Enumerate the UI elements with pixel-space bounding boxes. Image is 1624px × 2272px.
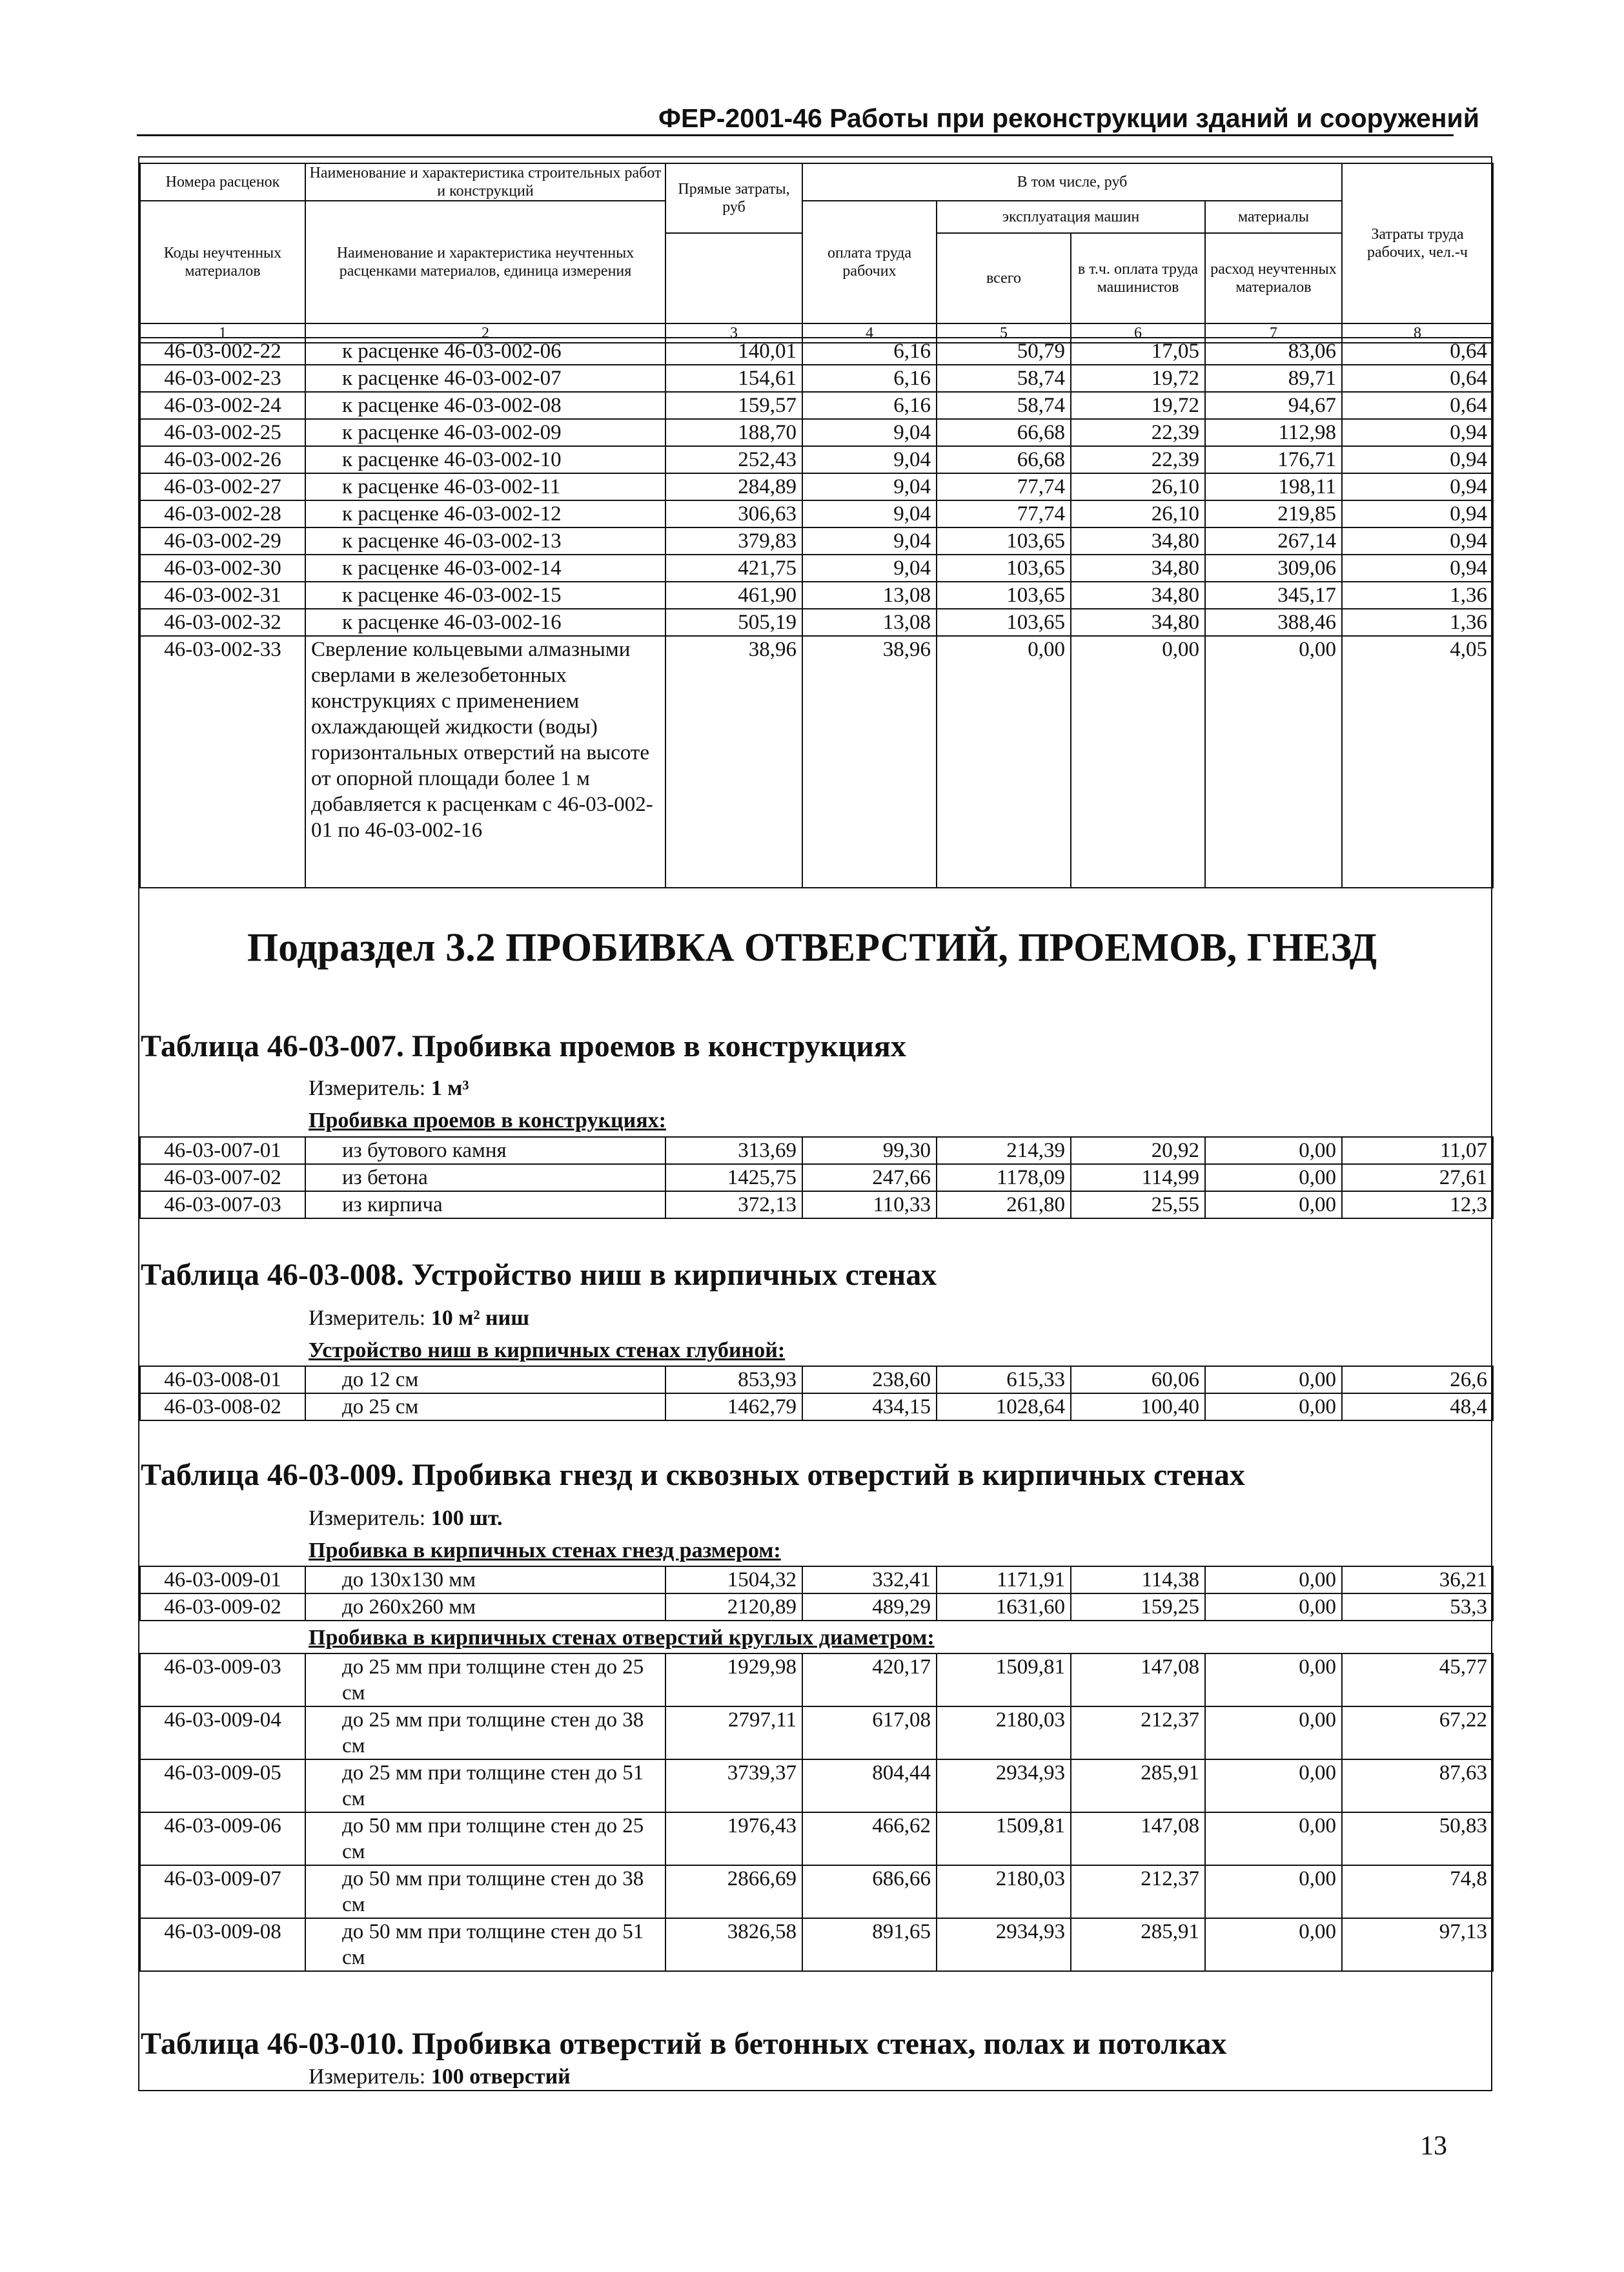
machine-cost-cell: 103,65 — [937, 582, 1071, 609]
work-name-cell: из кирпича — [305, 1191, 665, 1218]
direct-cost-cell: 252,43 — [665, 446, 802, 473]
work-name-cell: из бетона — [305, 1164, 665, 1191]
col-number: 4 — [802, 323, 937, 343]
operator-cost-cell: 20,92 — [1071, 1137, 1205, 1164]
operator-cost-cell: 22,39 — [1071, 419, 1205, 446]
machine-cost-cell: 2180,03 — [937, 1865, 1071, 1918]
direct-cost-cell: 284,89 — [665, 473, 802, 500]
materials-cost-cell: 0,00 — [1205, 1191, 1342, 1218]
materials-cost-cell: 0,00 — [1205, 1812, 1342, 1865]
machine-cost-cell: 103,65 — [937, 555, 1071, 582]
labor-hours-cell: 36,21 — [1342, 1566, 1493, 1593]
materials-cost-cell: 0,00 — [1205, 1566, 1342, 1593]
col2-top-header: Наименование и характеристика строительных работ и конструкций — [305, 163, 665, 201]
work-name-cell: до 25 см — [305, 1393, 665, 1420]
direct-cost-cell: 159,57 — [665, 392, 802, 419]
materials-cost-cell: 0,00 — [1205, 1593, 1342, 1621]
rate-code-cell: 46-03-009-08 — [140, 1918, 305, 1971]
measure-label: Измеритель: — [309, 2065, 426, 2089]
work-name-cell: к расценке 46-03-002-15 — [305, 582, 665, 609]
machine-cost-cell: 1631,60 — [937, 1593, 1071, 1621]
machine-cost-cell: 2934,93 — [937, 1759, 1071, 1812]
labor-cost-cell: 9,04 — [802, 527, 937, 555]
rate-code-cell: 46-03-002-33 — [140, 636, 305, 888]
machine-cost-cell: 1509,81 — [937, 1812, 1071, 1865]
work-name-cell: до 50 мм при толщине стен до 51 см — [305, 1918, 665, 1971]
table-009-title: Таблица 46-03-009. Пробивка гнезд и сквозных отверстий в кирпичных стенах — [141, 1458, 1245, 1492]
operator-cost-cell: 26,10 — [1071, 500, 1205, 527]
labor-cost-cell: 686,66 — [802, 1865, 937, 1918]
table-row — [140, 609, 1493, 636]
labor-hours-cell: 1,36 — [1342, 609, 1493, 636]
labor-cost-cell: 9,04 — [802, 419, 937, 446]
rate-code-cell: 46-03-002-23 — [140, 365, 305, 392]
machine-cost-cell: 1171,91 — [937, 1566, 1071, 1593]
operator-cost-cell: 212,37 — [1071, 1865, 1205, 1918]
materials-cost-cell: 83,06 — [1205, 338, 1342, 365]
subsection-heading: Подраздел 3.2 ПРОБИВКА ОТВЕРСТИЙ, ПРОЕМОВ, ГНЕЗД — [247, 926, 1377, 970]
col-number: 3 — [665, 323, 802, 343]
labor-hours-cell: 50,83 — [1342, 1812, 1493, 1865]
col7-header: расход неучтенных материалов — [1205, 233, 1342, 323]
machine-cost-cell: 1509,81 — [937, 1653, 1071, 1706]
materials-cost-cell: 267,14 — [1205, 527, 1342, 555]
materials-cost-cell: 0,00 — [1205, 1759, 1342, 1812]
machine-cost-cell: 50,79 — [937, 338, 1071, 365]
operator-cost-cell: 0,00 — [1071, 636, 1205, 888]
work-name-cell: к расценке 46-03-002-11 — [305, 473, 665, 500]
labor-cost-cell: 13,08 — [802, 609, 937, 636]
rate-code-cell: 46-03-009-06 — [140, 1812, 305, 1865]
operator-cost-cell: 159,25 — [1071, 1593, 1205, 1621]
table-row — [140, 1706, 1493, 1759]
rates-table-009-part1 — [139, 1566, 1494, 1621]
labor-hours-cell: 45,77 — [1342, 1653, 1493, 1706]
measure-value: 10 м² ниш — [431, 1306, 529, 1330]
table-row — [140, 555, 1493, 582]
labor-cost-cell: 332,41 — [802, 1566, 937, 1593]
table-row — [140, 419, 1493, 446]
materials-cost-cell: 94,67 — [1205, 392, 1342, 419]
labor-cost-cell: 804,44 — [802, 1759, 937, 1812]
direct-cost-cell: 38,96 — [665, 636, 802, 888]
col4-header: оплата труда рабочих — [802, 201, 937, 323]
column-header-table — [139, 163, 1494, 343]
measure-value: 100 отверстий — [431, 2065, 571, 2089]
labor-cost-cell: 9,04 — [802, 446, 937, 473]
rate-code-cell: 46-03-007-01 — [140, 1137, 305, 1164]
rates-table-007 — [139, 1136, 1494, 1219]
page-number: 13 — [1420, 2131, 1447, 2161]
direct-cost-cell: 853,93 — [665, 1366, 802, 1393]
materials-cost-cell: 345,17 — [1205, 582, 1342, 609]
labor-cost-cell: 247,66 — [802, 1164, 937, 1191]
work-name-cell: до 12 см — [305, 1366, 665, 1393]
table-row — [140, 1164, 1493, 1191]
col-number: 7 — [1205, 323, 1342, 343]
materials-cost-cell: 198,11 — [1205, 473, 1342, 500]
labor-hours-cell: 11,07 — [1342, 1137, 1493, 1164]
direct-cost-cell: 3739,37 — [665, 1759, 802, 1812]
materials-cost-cell: 0,00 — [1205, 1164, 1342, 1191]
table-010-title: Таблица 46-03-010. Пробивка отверстий в бетонных стенах, полах и потолках — [141, 2027, 1227, 2061]
labor-cost-cell: 617,08 — [802, 1706, 937, 1759]
operator-cost-cell: 285,91 — [1071, 1759, 1205, 1812]
operator-cost-cell: 17,05 — [1071, 338, 1205, 365]
work-name-cell: к расценке 46-03-002-16 — [305, 609, 665, 636]
materials-cost-cell: 0,00 — [1205, 1366, 1342, 1393]
materials-cost-cell: 0,00 — [1205, 1706, 1342, 1759]
col-number: 8 — [1342, 323, 1493, 343]
rate-code-cell: 46-03-007-03 — [140, 1191, 305, 1218]
col1-bottom-header: Коды неучтенных материалов — [140, 201, 305, 323]
labor-hours-cell: 26,6 — [1342, 1366, 1493, 1393]
materials-cost-cell: 0,00 — [1205, 1653, 1342, 1706]
col5-header: всего — [937, 233, 1071, 323]
table-row — [140, 1918, 1493, 1971]
rate-code-cell: 46-03-002-31 — [140, 582, 305, 609]
work-name-cell: к расценке 46-03-002-06 — [305, 338, 665, 365]
work-name-cell: до 260х260 мм — [305, 1593, 665, 1621]
table-row — [140, 1366, 1493, 1393]
table-008-title: Таблица 46-03-008. Устройство ниш в кирпичных стенах — [141, 1258, 937, 1292]
work-name-cell: к расценке 46-03-002-13 — [305, 527, 665, 555]
labor-hours-cell: 97,13 — [1342, 1918, 1493, 1971]
col-number: 2 — [305, 323, 665, 343]
labor-hours-cell: 1,36 — [1342, 582, 1493, 609]
rate-code-cell: 46-03-002-24 — [140, 392, 305, 419]
table-row — [140, 1566, 1493, 1593]
work-name-cell: до 25 мм при толщине стен до 38 см — [305, 1706, 665, 1759]
operator-cost-cell: 19,72 — [1071, 392, 1205, 419]
materials-cost-cell: 309,06 — [1205, 555, 1342, 582]
work-name-cell: к расценке 46-03-002-14 — [305, 555, 665, 582]
direct-cost-cell: 2120,89 — [665, 1593, 802, 1621]
direct-cost-cell: 505,19 — [665, 609, 802, 636]
labor-cost-cell: 9,04 — [802, 473, 937, 500]
operator-cost-cell: 26,10 — [1071, 473, 1205, 500]
rate-code-cell: 46-03-009-05 — [140, 1759, 305, 1812]
materials-header: материалы — [1205, 201, 1342, 233]
labor-cost-cell: 6,16 — [802, 365, 937, 392]
materials-cost-cell: 0,00 — [1205, 636, 1342, 888]
table-007-group: Пробивка проемов в конструкциях: — [309, 1109, 666, 1132]
col6-header: в т.ч. оплата труда машинистов — [1071, 233, 1205, 323]
table-row — [140, 338, 1493, 365]
labor-hours-cell: 27,61 — [1342, 1164, 1493, 1191]
machine-cost-cell: 1028,64 — [937, 1393, 1071, 1420]
rate-code-cell: 46-03-008-02 — [140, 1393, 305, 1420]
labor-hours-cell: 74,8 — [1342, 1865, 1493, 1918]
header-rule — [137, 134, 1454, 136]
direct-cost-cell: 313,69 — [665, 1137, 802, 1164]
labor-hours-cell: 12,3 — [1342, 1191, 1493, 1218]
labor-cost-cell: 110,33 — [802, 1191, 937, 1218]
work-name-cell: до 50 мм при толщине стен до 38 см — [305, 1865, 665, 1918]
operator-cost-cell: 285,91 — [1071, 1918, 1205, 1971]
table-row — [140, 1865, 1493, 1918]
col-number: 5 — [937, 323, 1071, 343]
rate-code-cell: 46-03-007-02 — [140, 1164, 305, 1191]
operator-cost-cell: 34,80 — [1071, 582, 1205, 609]
machine-cost-cell: 2180,03 — [937, 1706, 1071, 1759]
operator-cost-cell: 25,55 — [1071, 1191, 1205, 1218]
operator-cost-cell: 100,40 — [1071, 1393, 1205, 1420]
table-row — [140, 1137, 1493, 1164]
labor-cost-cell: 238,60 — [802, 1366, 937, 1393]
direct-cost-cell: 188,70 — [665, 419, 802, 446]
machine-cost-cell: 1178,09 — [937, 1164, 1071, 1191]
col-number: 1 — [140, 323, 305, 343]
labor-hours-cell: 0,64 — [1342, 365, 1493, 392]
labor-hours-cell: 0,94 — [1342, 500, 1493, 527]
materials-cost-cell: 0,00 — [1205, 1137, 1342, 1164]
table-008-group: Устройство ниш в кирпичных стенах глубиной: — [309, 1338, 786, 1362]
work-name-cell: Сверление кольцевыми алмазными сверлами в железобетонных конструкциях с применением охлаждающей жидкости (воды) горизонтальных отверстий на высоте от опорной площади более 1 м добавляется к расценкам с 46-03-002-01 по 46-03-002-16 — [305, 636, 665, 888]
labor-hours-cell: 0,94 — [1342, 419, 1493, 446]
rate-code-cell: 46-03-002-29 — [140, 527, 305, 555]
rate-code-cell: 46-03-009-07 — [140, 1865, 305, 1918]
direct-cost-cell: 421,75 — [665, 555, 802, 582]
rate-code-cell: 46-03-009-03 — [140, 1653, 305, 1706]
operator-cost-cell: 34,80 — [1071, 527, 1205, 555]
materials-cost-cell: 89,71 — [1205, 365, 1342, 392]
col-number: 6 — [1071, 323, 1205, 343]
materials-cost-cell: 112,98 — [1205, 419, 1342, 446]
labor-cost-cell: 9,04 — [802, 500, 937, 527]
labor-hours-cell: 4,05 — [1342, 636, 1493, 888]
direct-cost-cell: 1425,75 — [665, 1164, 802, 1191]
machine-cost-cell: 103,65 — [937, 527, 1071, 555]
operator-cost-cell: 60,06 — [1071, 1366, 1205, 1393]
table-row — [140, 1593, 1493, 1621]
labor-cost-cell: 489,29 — [802, 1593, 937, 1621]
labor-hours-cell: 87,63 — [1342, 1759, 1493, 1812]
labor-cost-cell: 6,16 — [802, 392, 937, 419]
materials-cost-cell: 176,71 — [1205, 446, 1342, 473]
machine-cost-cell: 66,68 — [937, 419, 1071, 446]
materials-cost-cell: 219,85 — [1205, 500, 1342, 527]
machine-cost-cell: 0,00 — [937, 636, 1071, 888]
work-name-cell: до 25 мм при толщине стен до 25 см — [305, 1653, 665, 1706]
table-row — [140, 500, 1493, 527]
work-name-cell: к расценке 46-03-002-09 — [305, 419, 665, 446]
rate-code-cell: 46-03-002-25 — [140, 419, 305, 446]
machine-cost-cell: 615,33 — [937, 1366, 1071, 1393]
direct-cost-cell: 2866,69 — [665, 1865, 802, 1918]
labor-hours-cell: 0,64 — [1342, 338, 1493, 365]
machine-cost-cell: 58,74 — [937, 365, 1071, 392]
rates-table-008 — [139, 1366, 1494, 1421]
operator-cost-cell: 19,72 — [1071, 365, 1205, 392]
col3-header-spacer — [665, 233, 802, 323]
labor-cost-cell: 891,65 — [802, 1918, 937, 1971]
direct-cost-cell: 1462,79 — [665, 1393, 802, 1420]
table-row — [140, 446, 1493, 473]
table-009-group-1: Пробивка в кирпичных стенах гнезд размером: — [309, 1539, 781, 1562]
included-header: В том числе, руб — [802, 163, 1342, 201]
materials-cost-cell: 0,00 — [1205, 1918, 1342, 1971]
work-name-cell: к расценке 46-03-002-07 — [305, 365, 665, 392]
direct-cost-cell: 1504,32 — [665, 1566, 802, 1593]
direct-cost-cell: 372,13 — [665, 1191, 802, 1218]
labor-cost-cell: 420,17 — [802, 1653, 937, 1706]
rate-code-cell: 46-03-002-30 — [140, 555, 305, 582]
direct-cost-cell: 3826,58 — [665, 1918, 802, 1971]
labor-cost-cell: 99,30 — [802, 1137, 937, 1164]
rate-code-cell: 46-03-002-22 — [140, 338, 305, 365]
work-name-cell: к расценке 46-03-002-12 — [305, 500, 665, 527]
measure-label: Измеритель: — [309, 1506, 426, 1530]
table-row — [140, 1393, 1493, 1420]
labor-cost-cell: 466,62 — [802, 1812, 937, 1865]
table-row — [140, 365, 1493, 392]
operator-cost-cell: 147,08 — [1071, 1812, 1205, 1865]
table-007-measure — [309, 1076, 469, 1101]
materials-cost-cell: 0,00 — [1205, 1865, 1342, 1918]
work-name-cell: до 50 мм при толщине стен до 25 см — [305, 1812, 665, 1865]
machine-cost-cell: 214,39 — [937, 1137, 1071, 1164]
page-header: ФЕР-2001-46 Работы при реконструкции зданий и сооружений — [658, 103, 1479, 133]
table-007-title: Таблица 46-03-007. Пробивка проемов в конструкциях — [141, 1029, 906, 1063]
work-name-cell: к расценке 46-03-002-10 — [305, 446, 665, 473]
work-name-cell: до 25 мм при толщине стен до 51 см — [305, 1759, 665, 1812]
rate-code-cell: 46-03-009-02 — [140, 1593, 305, 1621]
direct-cost-cell: 1929,98 — [665, 1653, 802, 1706]
machine-cost-cell: 77,74 — [937, 500, 1071, 527]
measure-value: 1 м³ — [431, 1076, 469, 1100]
table-row — [140, 1812, 1493, 1865]
operator-cost-cell: 114,99 — [1071, 1164, 1205, 1191]
operator-cost-cell: 34,80 — [1071, 609, 1205, 636]
machines-header: эксплуатация машин — [937, 201, 1205, 233]
col2-bottom-header: Наименование и характеристика неучтенных расценками материалов, единица измерения — [305, 201, 665, 323]
col8-header: Затраты труда рабочих, чел.-ч — [1342, 163, 1493, 323]
labor-hours-cell: 0,94 — [1342, 446, 1493, 473]
rate-code-cell: 46-03-008-01 — [140, 1366, 305, 1393]
rate-code-cell: 46-03-009-04 — [140, 1706, 305, 1759]
labor-cost-cell: 434,15 — [802, 1393, 937, 1420]
machine-cost-cell: 2934,93 — [937, 1918, 1071, 1971]
operator-cost-cell: 212,37 — [1071, 1706, 1205, 1759]
direct-cost-cell: 1976,43 — [665, 1812, 802, 1865]
labor-hours-cell: 0,64 — [1342, 392, 1493, 419]
work-name-cell: из бутового камня — [305, 1137, 665, 1164]
labor-hours-cell: 48,4 — [1342, 1393, 1493, 1420]
direct-cost-cell: 140,01 — [665, 338, 802, 365]
labor-hours-cell: 67,22 — [1342, 1706, 1493, 1759]
direct-cost-cell: 461,90 — [665, 582, 802, 609]
machine-cost-cell: 103,65 — [937, 609, 1071, 636]
machine-cost-cell: 261,80 — [937, 1191, 1071, 1218]
rate-code-cell: 46-03-002-26 — [140, 446, 305, 473]
operator-cost-cell: 34,80 — [1071, 555, 1205, 582]
work-name-cell: до 130х130 мм — [305, 1566, 665, 1593]
labor-cost-cell: 6,16 — [802, 338, 937, 365]
table-row — [140, 392, 1493, 419]
rate-code-cell: 46-03-009-01 — [140, 1566, 305, 1593]
rate-code-cell: 46-03-002-27 — [140, 473, 305, 500]
materials-cost-cell: 0,00 — [1205, 1393, 1342, 1420]
labor-cost-cell: 13,08 — [802, 582, 937, 609]
rate-code-cell: 46-03-002-28 — [140, 500, 305, 527]
labor-hours-cell: 0,94 — [1342, 527, 1493, 555]
table-009-group-2: Пробивка в кирпичных стенах отверстий круглых диаметром: — [309, 1626, 935, 1650]
table-row — [140, 636, 1493, 888]
table-row — [140, 527, 1493, 555]
work-name-cell: к расценке 46-03-002-08 — [305, 392, 665, 419]
direct-cost-cell: 2797,11 — [665, 1706, 802, 1759]
rates-table-002 — [139, 337, 1494, 888]
labor-hours-cell: 0,94 — [1342, 555, 1493, 582]
col1-top-header: Номера расценок — [140, 163, 305, 201]
machine-cost-cell: 58,74 — [937, 392, 1071, 419]
direct-cost-cell: 154,61 — [665, 365, 802, 392]
labor-hours-cell: 0,94 — [1342, 473, 1493, 500]
machine-cost-cell: 66,68 — [937, 446, 1071, 473]
table-row — [140, 1759, 1493, 1812]
materials-cost-cell: 388,46 — [1205, 609, 1342, 636]
col3-header: Прямые затраты, руб — [665, 163, 802, 233]
labor-hours-cell: 53,3 — [1342, 1593, 1493, 1621]
table-row — [140, 1191, 1493, 1218]
labor-cost-cell: 38,96 — [802, 636, 937, 888]
measure-label: Измеритель: — [309, 1306, 426, 1330]
table-row — [140, 1653, 1493, 1706]
table-010-measure — [309, 2065, 571, 2089]
operator-cost-cell: 114,38 — [1071, 1566, 1205, 1593]
operator-cost-cell: 147,08 — [1071, 1653, 1205, 1706]
table-row — [140, 582, 1493, 609]
operator-cost-cell: 22,39 — [1071, 446, 1205, 473]
machine-cost-cell: 77,74 — [937, 473, 1071, 500]
labor-cost-cell: 9,04 — [802, 555, 937, 582]
measure-value: 100 шт. — [431, 1506, 503, 1530]
table-009-measure — [309, 1506, 503, 1531]
direct-cost-cell: 306,63 — [665, 500, 802, 527]
direct-cost-cell: 379,83 — [665, 527, 802, 555]
table-row — [140, 473, 1493, 500]
rate-code-cell: 46-03-002-32 — [140, 609, 305, 636]
rates-table-009-part2 — [139, 1653, 1494, 1972]
table-008-measure — [309, 1306, 529, 1331]
measure-label: Измеритель: — [309, 1076, 426, 1100]
